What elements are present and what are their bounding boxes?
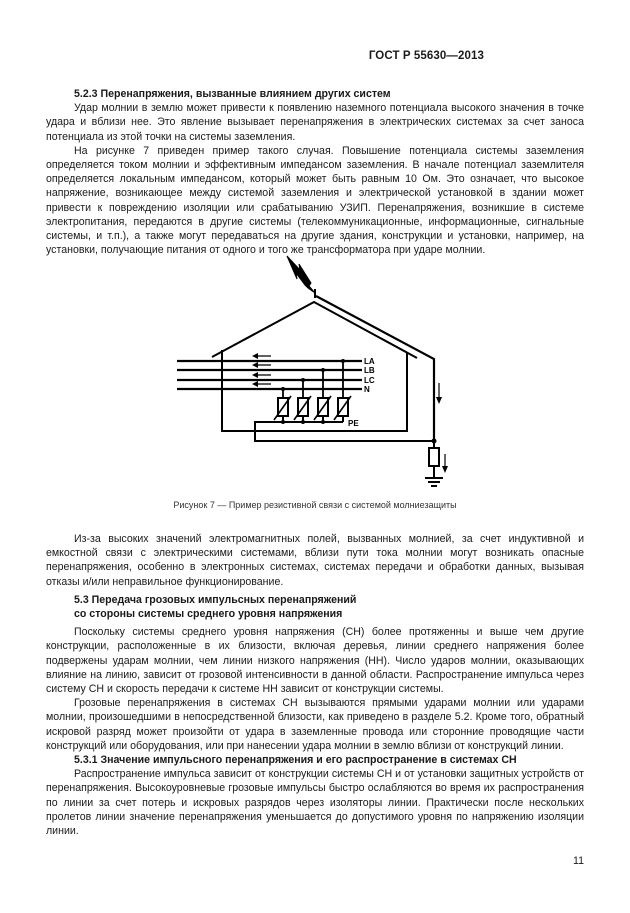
ground-icon [425, 478, 443, 486]
section-heading: 5.2.3 Перенапряжения, вызванные влиянием других систем [74, 88, 391, 100]
label-lb: LB [364, 366, 375, 375]
section-5-2-3 [46, 87, 584, 257]
figure-caption: Рисунок 7 — Пример резистивной связи с системой молниезащиты [173, 500, 457, 510]
paragraph: Из-за высоких значений электромагнитных полей, вызванных молнией, за счет индуктивной и емкостной связи с электрическими системами, вблизи пути тока молнии могут возникать опасные перенапряжения, особенно в электронных системах, системах передачи и обработки данных, вызывая отказы и/или неправильное функционирование. [46, 533, 584, 588]
label-pe: PE [348, 419, 359, 428]
figure-7-diagram [160, 250, 470, 500]
paragraph: На рисунке 7 приведен пример такого случая. Повышение потенциала системы заземления определяется током молнии и эффективным импедансом заземления. В начале потенциал заземлителя определяется локальным импедансом, который может быть равным 10 Ом. Это означает, что высокое напряжение, возникающее между системой заземления и электрической установкой в здании может привести к повреждению изоляции или срабатыванию УЗИП. Перенапряжения, возникшие в системе электропитания, передаются в другие системы (телекоммуникационные, информационные, сигнальные системы, и т.п.), а также могут передаваться на другие здания, конструкции и установки, например, на установки, получающие питания от одного и того же трансформатора при ударе молнии. [46, 144, 584, 257]
spd-varistors [274, 396, 351, 422]
page-number: 11 [573, 855, 584, 867]
paragraph: Удар молнии в землю может привести к появлению наземного потенциала высокого значения в точке удара и вблизи нее. Это явление вызывает перенапряжения в электрических системах за счет заноса потенциала из этой точки на системы заземления. [46, 102, 584, 143]
paragraph: Поскольку системы среднего уровня напряжения (СН) более протяженны и выше чем другие конструкции, расположенные в их близости, включая деревья, линии среднего напряжения более подвержены ударам молнии, чем линии низкого напряжения (НН). Число ударов молнии, оказывающих влияние на линию, зависит от грозовой интенсивности в данной области. Распространение импульса через систему СН и скорость передачи к системе НН зависит от конструкции системы. [46, 626, 584, 696]
document-id-header: ГОСТ Р 55630—2013 [368, 50, 484, 62]
label-lc: LC [364, 376, 375, 385]
paragraph: Грозовые перенапряжения в системах СН вызываются прямыми ударами молнии или ударами молнии, произошедшими в непосредственной близости, как приведено в разделе 5.2. Кроме того, обратный искровой разряд может произойти от удара в заземленные провода или сторонние проводящие части конструкций или оборудования, или при нанесении удара молнии в землю вблизи от конструкций линии. [46, 697, 584, 752]
section-heading: 5.3.1 Значение импульсного перенапряжения и его распространение в системах СН [74, 754, 517, 767]
lightning-bolt-icon [287, 256, 315, 293]
resistive-coupling-schematic [160, 250, 470, 500]
section-heading-line2: со стороны системы среднего уровня напряжения [74, 608, 343, 621]
label-n: N [364, 385, 370, 394]
section-heading-line1: 5.3 Передача грозовых импульсных перенапряжений [74, 593, 357, 606]
paragraph: Распространение импульса зависит от конструкции системы СН и от установки защитных устройств от перенапряжения. Высокоуровневые грозовые импульсы быстро ослабляются во время их распространения по линии за счет потерь и искровых разрядов через изоляторы линии. Практически после нескольких пролетов линии значение перенапряжения уменьшается до допустимого уровня по напряжению изоляции линии. [46, 768, 584, 838]
section-5-3 [46, 532, 584, 838]
label-la: LA [364, 357, 375, 366]
